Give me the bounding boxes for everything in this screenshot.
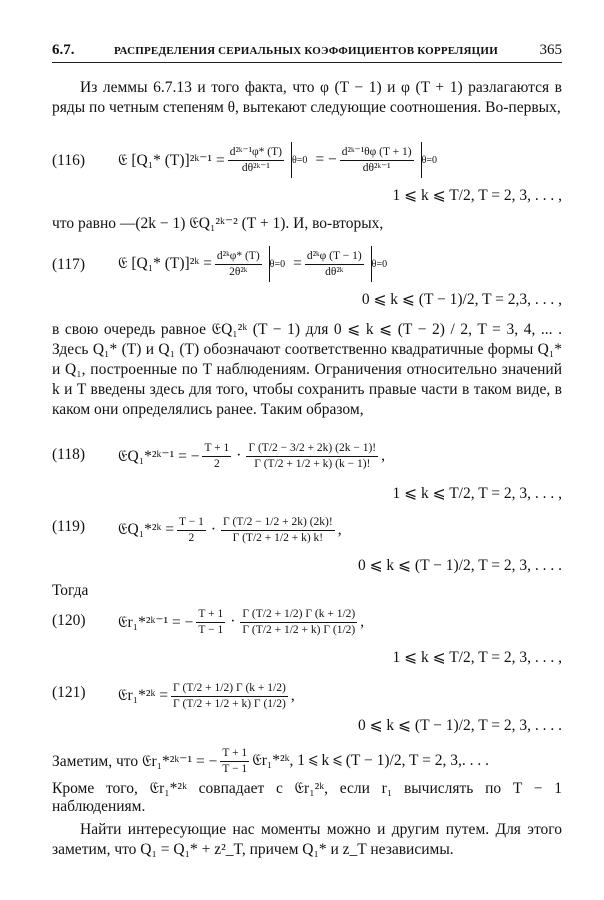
eq117-lhs: 𝔈 [Q₁* (T)]²ᵏ = <box>118 255 212 272</box>
equation-number-121: (121) <box>52 684 86 701</box>
eq117-f2-num: d²ᵏφ (T − 1) <box>305 250 364 265</box>
eq119-lhs: 𝔈Q₁*²ᵏ = <box>118 521 175 538</box>
eq116-fraction-1 <box>228 146 284 175</box>
last-paragraph: Найти интересующие нас моменты можно и другим путем. Для этого заметим, что Q₁ = Q₁* + z²_T, причем Q₁* и z_T независимы. <box>52 821 562 858</box>
note1-f-num: T + 1 <box>220 747 249 762</box>
eq117-fraction-1 <box>215 250 262 279</box>
equation-number-118: (118) <box>52 446 85 463</box>
section-number: 6.7. <box>52 42 75 58</box>
eq116-at-2: θ=0 <box>421 154 438 166</box>
eq117-mid: = <box>293 255 302 272</box>
equation-120: 𝔈r₁*²ᵏ⁻¹ = − $\frac{T + 1}{T - 1}$ · $\frac{\Gamma (T/2 + 1/2) \Gamma (k + 1/2)}{\Gamma (T/2 + 1/2 + k) \Gamma (1/2)}$ , <box>118 607 365 636</box>
eq119-f1-num: T − 1 <box>177 516 206 531</box>
eq118-fraction-1 <box>202 442 231 471</box>
equation-119: 𝔈Q₁*²ᵏ = $\frac{T - 1}{2}$ · $\frac{\Gamma (T/2 - 1/2 + 2k) (2k)!}{\Gamma (T/2 + 1/2 + k) k!}$ , <box>118 515 342 544</box>
eq119-f2-num: Γ (T/2 − 1/2 + 2k) (2k)! <box>221 516 335 531</box>
eq121-f-num: Γ (T/2 + 1/2) Γ (k + 1/2) <box>171 682 288 697</box>
running-header <box>52 40 562 63</box>
page-number: 365 <box>539 42 562 58</box>
eq118-fraction-2 <box>246 442 378 471</box>
eq121-condition: 0 ⩽ k ⩽ (T − 1)/2, T = 2, 3, . . . . <box>357 717 562 734</box>
eq116-f1-den: dθ²ᵏ⁻¹ <box>241 161 270 174</box>
eq119-condition: 0 ⩽ k ⩽ (T − 1)/2, T = 2, 3, . . . . <box>357 557 562 574</box>
equation-117 <box>118 242 387 286</box>
eq120-f1-den: T − 1 <box>198 623 224 636</box>
eq116-mid: = − <box>315 151 337 168</box>
eq117-at-1: θ=0 <box>269 258 286 270</box>
eq117-condition: 0 ⩽ k ⩽ (T − 1)/2, T = 2,3, . . . , <box>361 291 562 308</box>
eq117-f1-den: 2θ²ᵏ <box>229 265 248 278</box>
eq117-f2-den: dθ²ᵏ <box>325 265 344 278</box>
equation-number-117: (117) <box>52 256 85 273</box>
eq118-condition: 1 ⩽ k ⩽ T/2, T = 2, 3, . . . , <box>392 485 562 502</box>
eq116-f2-num: d²ᵏ⁻¹θφ (T + 1) <box>340 146 414 161</box>
eq118-f2-den: Γ (T/2 + 1/2 + k) (k − 1)! <box>254 457 371 470</box>
equation-number-116: (116) <box>52 152 85 169</box>
eq120-condition: 1 ⩽ k ⩽ T/2, T = 2, 3, . . . , <box>392 649 562 666</box>
eq119-f1-den: 2 <box>188 531 195 544</box>
equation-number-119: (119) <box>52 518 85 535</box>
eq120-f1-num: T + 1 <box>196 608 225 623</box>
equation-118: 𝔈Q₁*²ᵏ⁻¹ = − $\frac{T + 1}{2}$ · $\frac{\Gamma (T/2 - 3/2 + 2k) (2k - 1)!}{\Gamma (T/2 + 1/2 + k) (k - 1)!}$ , <box>118 441 385 470</box>
eq116-condition: 1 ⩽ k ⩽ T/2, T = 2, 3, . . . , <box>392 187 562 204</box>
intro-paragraph: Из леммы 6.7.13 и того факта, что φ (T − 1) и φ (T + 1) разлагаются в ряды по четным степеням θ, вытекают следующие соотношения. Во-первых, <box>52 79 562 116</box>
eq116-at-1: θ=0 <box>292 154 308 166</box>
togda-text: Тогда <box>52 582 89 599</box>
eq118-f2-num: Γ (T/2 − 3/2 + 2k) (2k − 1)! <box>246 442 378 457</box>
eq119-f2-den: Γ (T/2 + 1/2 + k) k! <box>232 531 324 544</box>
eq116-f2-den: dθ²ᵏ⁻¹ <box>362 161 391 174</box>
eq117-at-2: θ=0 <box>371 258 388 270</box>
eq118-f1-den: 2 <box>213 457 220 470</box>
eq116-lhs: 𝔈 [Q₁* (T)]²ᵏ⁻¹ = <box>118 151 225 169</box>
eq120-f2-den: Γ (T/2 + 1/2 + k) Γ (1/2) <box>242 623 356 636</box>
running-title: РАСПРЕДЕЛЕНИЯ СЕРИАЛЬНЫХ КОЭФФИЦИЕНТОВ КОРРЕЛЯЦИИ <box>114 45 498 57</box>
eq116-f1-num: d²ᵏ⁻¹φ* (T) <box>228 146 284 161</box>
equation-121: 𝔈r₁*²ᵏ = $\frac{\Gamma (T/2 + 1/2) \Gamma (k + 1/2)}{\Gamma (T/2 + 1/2 + k) \Gamma (1/2)}$ , <box>118 681 295 710</box>
eq118-lhs: 𝔈Q₁*²ᵏ⁻¹ = − <box>118 447 200 465</box>
eq121-lhs: 𝔈r₁*²ᵏ = <box>118 687 168 704</box>
note-line-1 <box>52 744 564 778</box>
eq116-fraction-2 <box>340 146 414 175</box>
eq120-fraction-1 <box>196 608 225 637</box>
eq121-fraction <box>171 682 288 711</box>
text-after-116: что равно —(2k − 1) 𝔈Q₁²ᵏ⁻² (T + 1). И, во-вторых, <box>52 215 384 232</box>
eq118-f1-num: T + 1 <box>202 442 231 457</box>
paragraph-2: в свою очередь равное 𝔈Q₁²ᵏ (T − 1) для 0 ⩽ k ⩽ (T − 2) / 2, T = 3, 4, ... . Здесь Q₁* (T) и Q₁ (T) обозначают соответственно квадратичные формы Q₁* и Q₁, построенные по T наблюдениям. Ограничения относительно значений k и T введены здесь для того, чтобы сохранить правые части в таком виде, в каком они определялись ранее. Таким образом, <box>52 321 562 418</box>
equation-116 <box>118 138 437 182</box>
equation-number-120: (120) <box>52 612 86 629</box>
eq119-fraction-1 <box>177 516 206 545</box>
eq120-f2-num: Γ (T/2 + 1/2) Γ (k + 1/2) <box>240 608 357 623</box>
note1-f-den: T − 1 <box>222 762 248 775</box>
eq120-fraction-2 <box>240 608 357 637</box>
eq117-f1-num: d²ᵏφ* (T) <box>215 250 262 265</box>
note-line-2: Кроме того, 𝔈r₁*²ᵏ совпадает с 𝔈r₁²ᵏ, если r₁ вычислять по T − 1 наблюдениям. <box>52 780 562 815</box>
note1-post: 𝔈r₁*²ᵏ, 1 ⩽ k ⩽ (T − 1)/2, T = 2, 3,. . . . <box>252 752 489 769</box>
eq121-f-den: Γ (T/2 + 1/2 + k) Γ (1/2) <box>172 697 286 710</box>
note1-fraction <box>220 747 249 776</box>
eq119-fraction-2 <box>221 516 335 545</box>
note1-pre: Заметим, что 𝔈r₁*²ᵏ⁻¹ = − <box>52 752 218 770</box>
eq120-lhs: 𝔈r₁*²ᵏ⁻¹ = − <box>118 613 194 631</box>
eq117-fraction-2 <box>305 250 364 279</box>
